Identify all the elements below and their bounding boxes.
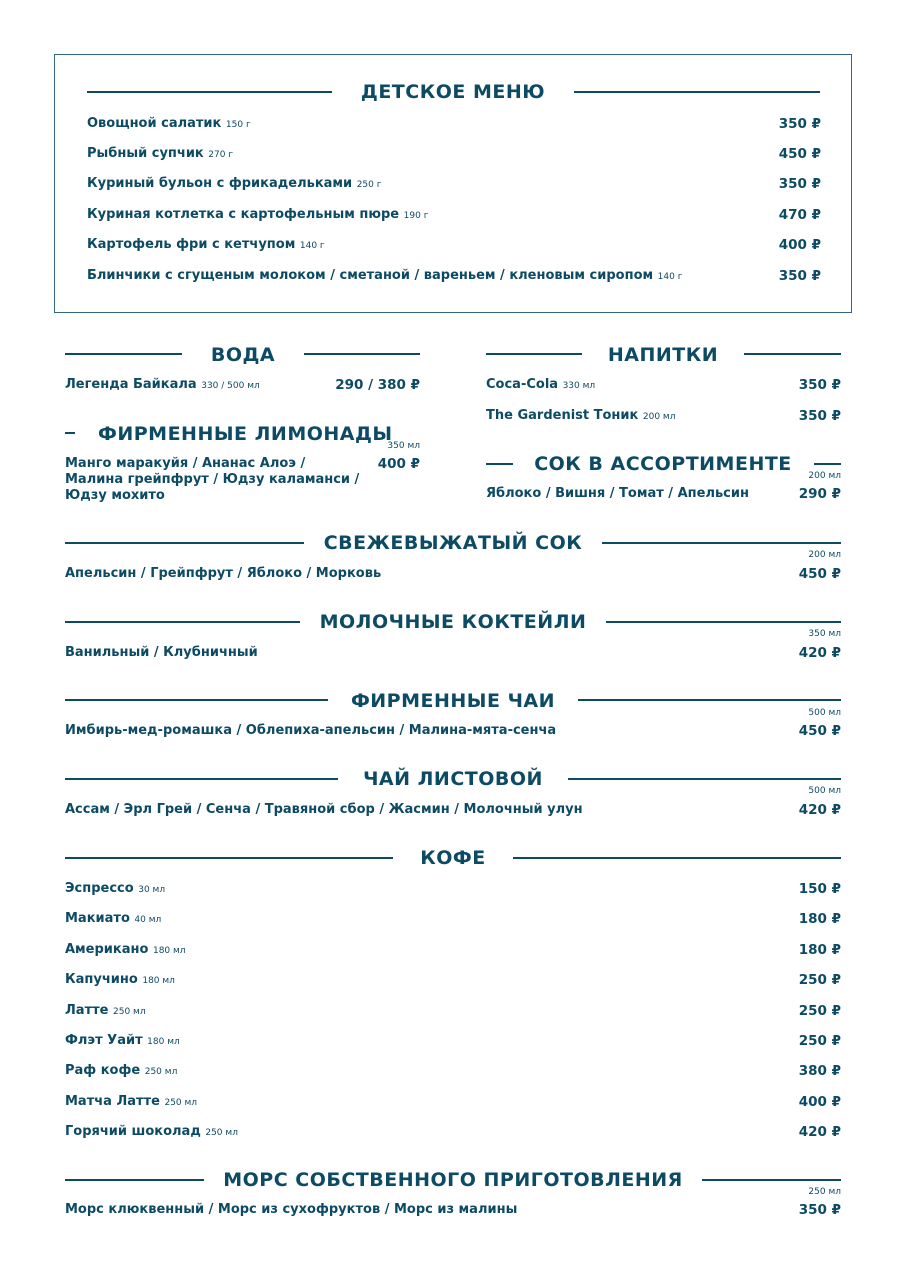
item-price: 380 ₽	[798, 1063, 841, 1079]
item-price: 470 ₽	[778, 207, 821, 223]
menu-item: Яблоко / Вишня / Томат / Апельсин	[486, 486, 749, 501]
menu-item: Ассам / Эрл Грей / Сенча / Травяной сбор / Жасмин / Молочный улун	[65, 802, 583, 817]
menu-item: Легенда Байкала 330 / 500 мл	[65, 377, 260, 392]
divider	[568, 778, 841, 780]
item-price: 400 ₽	[377, 456, 420, 472]
item-price: 450 ₽	[798, 723, 841, 739]
menu-item: Макиато 40 мл	[65, 911, 162, 926]
list-line: Малина грейпфрут / Юдзу каламанси /	[65, 472, 360, 487]
item-price: 350 ₽	[778, 268, 821, 284]
divider	[304, 353, 420, 355]
item-price: 450 ₽	[798, 566, 841, 582]
divider	[87, 91, 332, 93]
item-price: 350 ₽	[778, 176, 821, 192]
item-price: 420 ₽	[798, 802, 841, 818]
menu-item: Ванильный / Клубничный	[65, 645, 258, 660]
menu-item: Эспрессо 30 мл	[65, 881, 166, 896]
item-price: 420 ₽	[798, 1124, 841, 1140]
menu-item: Американо 180 мл	[65, 942, 186, 957]
mors-title: МОРС СОБСТВЕННОГО ПРИГОТОВЛЕНИЯ	[223, 1169, 683, 1191]
menu-item: Имбирь-мед-ромашка / Облепиха-апельсин / Малина-мята-сенча	[65, 723, 557, 738]
coffee-title: КОФЕ	[420, 847, 486, 869]
kids-menu-title: ДЕТСКОЕ МЕНЮ	[360, 81, 546, 103]
fresh-title: СВЕЖЕВЫЖАТЫЙ СОК	[323, 532, 583, 554]
volume-label: 350 мл	[808, 629, 841, 639]
item-price: 150 ₽	[798, 881, 841, 897]
divider	[606, 621, 841, 623]
item-price: 420 ₽	[798, 645, 841, 661]
item-price: 350 ₽	[798, 408, 841, 424]
menu-item: The Gardenist Тоник 200 мл	[486, 408, 676, 423]
menu-item: Раф кофе 250 мл	[65, 1063, 178, 1078]
divider	[65, 432, 75, 434]
divider	[65, 1179, 204, 1181]
divider	[486, 463, 513, 465]
menu-item: Флэт Уайт 180 мл	[65, 1033, 180, 1048]
item-price: 350 ₽	[798, 1202, 841, 1218]
menu-item: Блинчики с сгущеным молоком / сметаной / вареньем / кленовым сиропом 140 г	[87, 268, 683, 283]
menu-item: Картофель фри с кетчупом 140 г	[87, 237, 325, 252]
divider	[65, 857, 393, 859]
item-price: 250 ₽	[798, 1003, 841, 1019]
list-line: Манго маракуйя / Ананас Алоэ /	[65, 456, 306, 471]
divider	[578, 699, 841, 701]
menu-item: Капучино 180 мл	[65, 972, 175, 987]
volume-label: 500 мл	[808, 708, 841, 718]
divider	[602, 542, 841, 544]
water-title: ВОДА	[210, 344, 276, 366]
menu-item: Матча Латте 250 мл	[65, 1094, 198, 1109]
menu-item: Рыбный супчик 270 г	[87, 146, 234, 161]
volume-label: 500 мл	[808, 786, 841, 796]
divider	[65, 778, 338, 780]
signature-tea-title: ФИРМЕННЫЕ ЧАИ	[350, 690, 556, 712]
menu-item: Латте 250 мл	[65, 1003, 146, 1018]
milkshakes-title: МОЛОЧНЫЕ КОКТЕЙЛИ	[319, 611, 587, 633]
menu-item: Куриный бульон с фрикадельками 250 г	[87, 176, 382, 191]
volume-label: 250 мл	[808, 1187, 841, 1197]
item-price: 400 ₽	[778, 237, 821, 253]
menu-item: Куриная котлетка с картофельным пюре 190 г	[87, 207, 429, 222]
divider	[65, 621, 300, 623]
list-line: Юдзу мохито	[65, 488, 165, 503]
item-price: 180 ₽	[798, 911, 841, 927]
divider	[513, 857, 841, 859]
item-price: 350 ₽	[798, 377, 841, 393]
divider	[744, 353, 841, 355]
divider	[65, 353, 182, 355]
item-price: 180 ₽	[798, 942, 841, 958]
menu-item: Морс клюквенный / Морс из сухофруктов / Морс из малины	[65, 1202, 518, 1217]
divider	[702, 1179, 841, 1181]
item-price: 400 ₽	[798, 1094, 841, 1110]
juice-title: СОК В АССОРТИМЕНТЕ	[534, 453, 792, 475]
volume-label: 200 мл	[808, 550, 841, 560]
menu-item: Горячий шоколад 250 мл	[65, 1124, 238, 1139]
divider	[65, 699, 328, 701]
item-price: 290 ₽	[798, 486, 841, 502]
item-price: 250 ₽	[798, 1033, 841, 1049]
lemonades-title: ФИРМЕННЫЕ ЛИМОНАДЫ	[98, 423, 393, 445]
item-price: 350 ₽	[778, 116, 821, 132]
volume-label: 350 мл	[387, 441, 420, 451]
item-price: 290 / 380 ₽	[335, 377, 420, 393]
menu-item: Апельсин / Грейпфрут / Яблоко / Морковь	[65, 566, 382, 581]
divider	[814, 463, 841, 465]
lemonades-list	[65, 456, 365, 504]
item-price: 450 ₽	[778, 146, 821, 162]
menu-item: Овощной салатик 150 г	[87, 116, 251, 131]
leaf-tea-title: ЧАЙ ЛИСТОВОЙ	[363, 768, 543, 790]
volume-label: 200 мл	[808, 471, 841, 481]
divider	[65, 542, 304, 544]
menu-item: Coca-Cola 330 мл	[486, 377, 596, 392]
divider	[574, 91, 820, 93]
drinks-title: НАПИТКИ	[607, 344, 719, 366]
divider	[486, 353, 582, 355]
item-price: 250 ₽	[798, 972, 841, 988]
